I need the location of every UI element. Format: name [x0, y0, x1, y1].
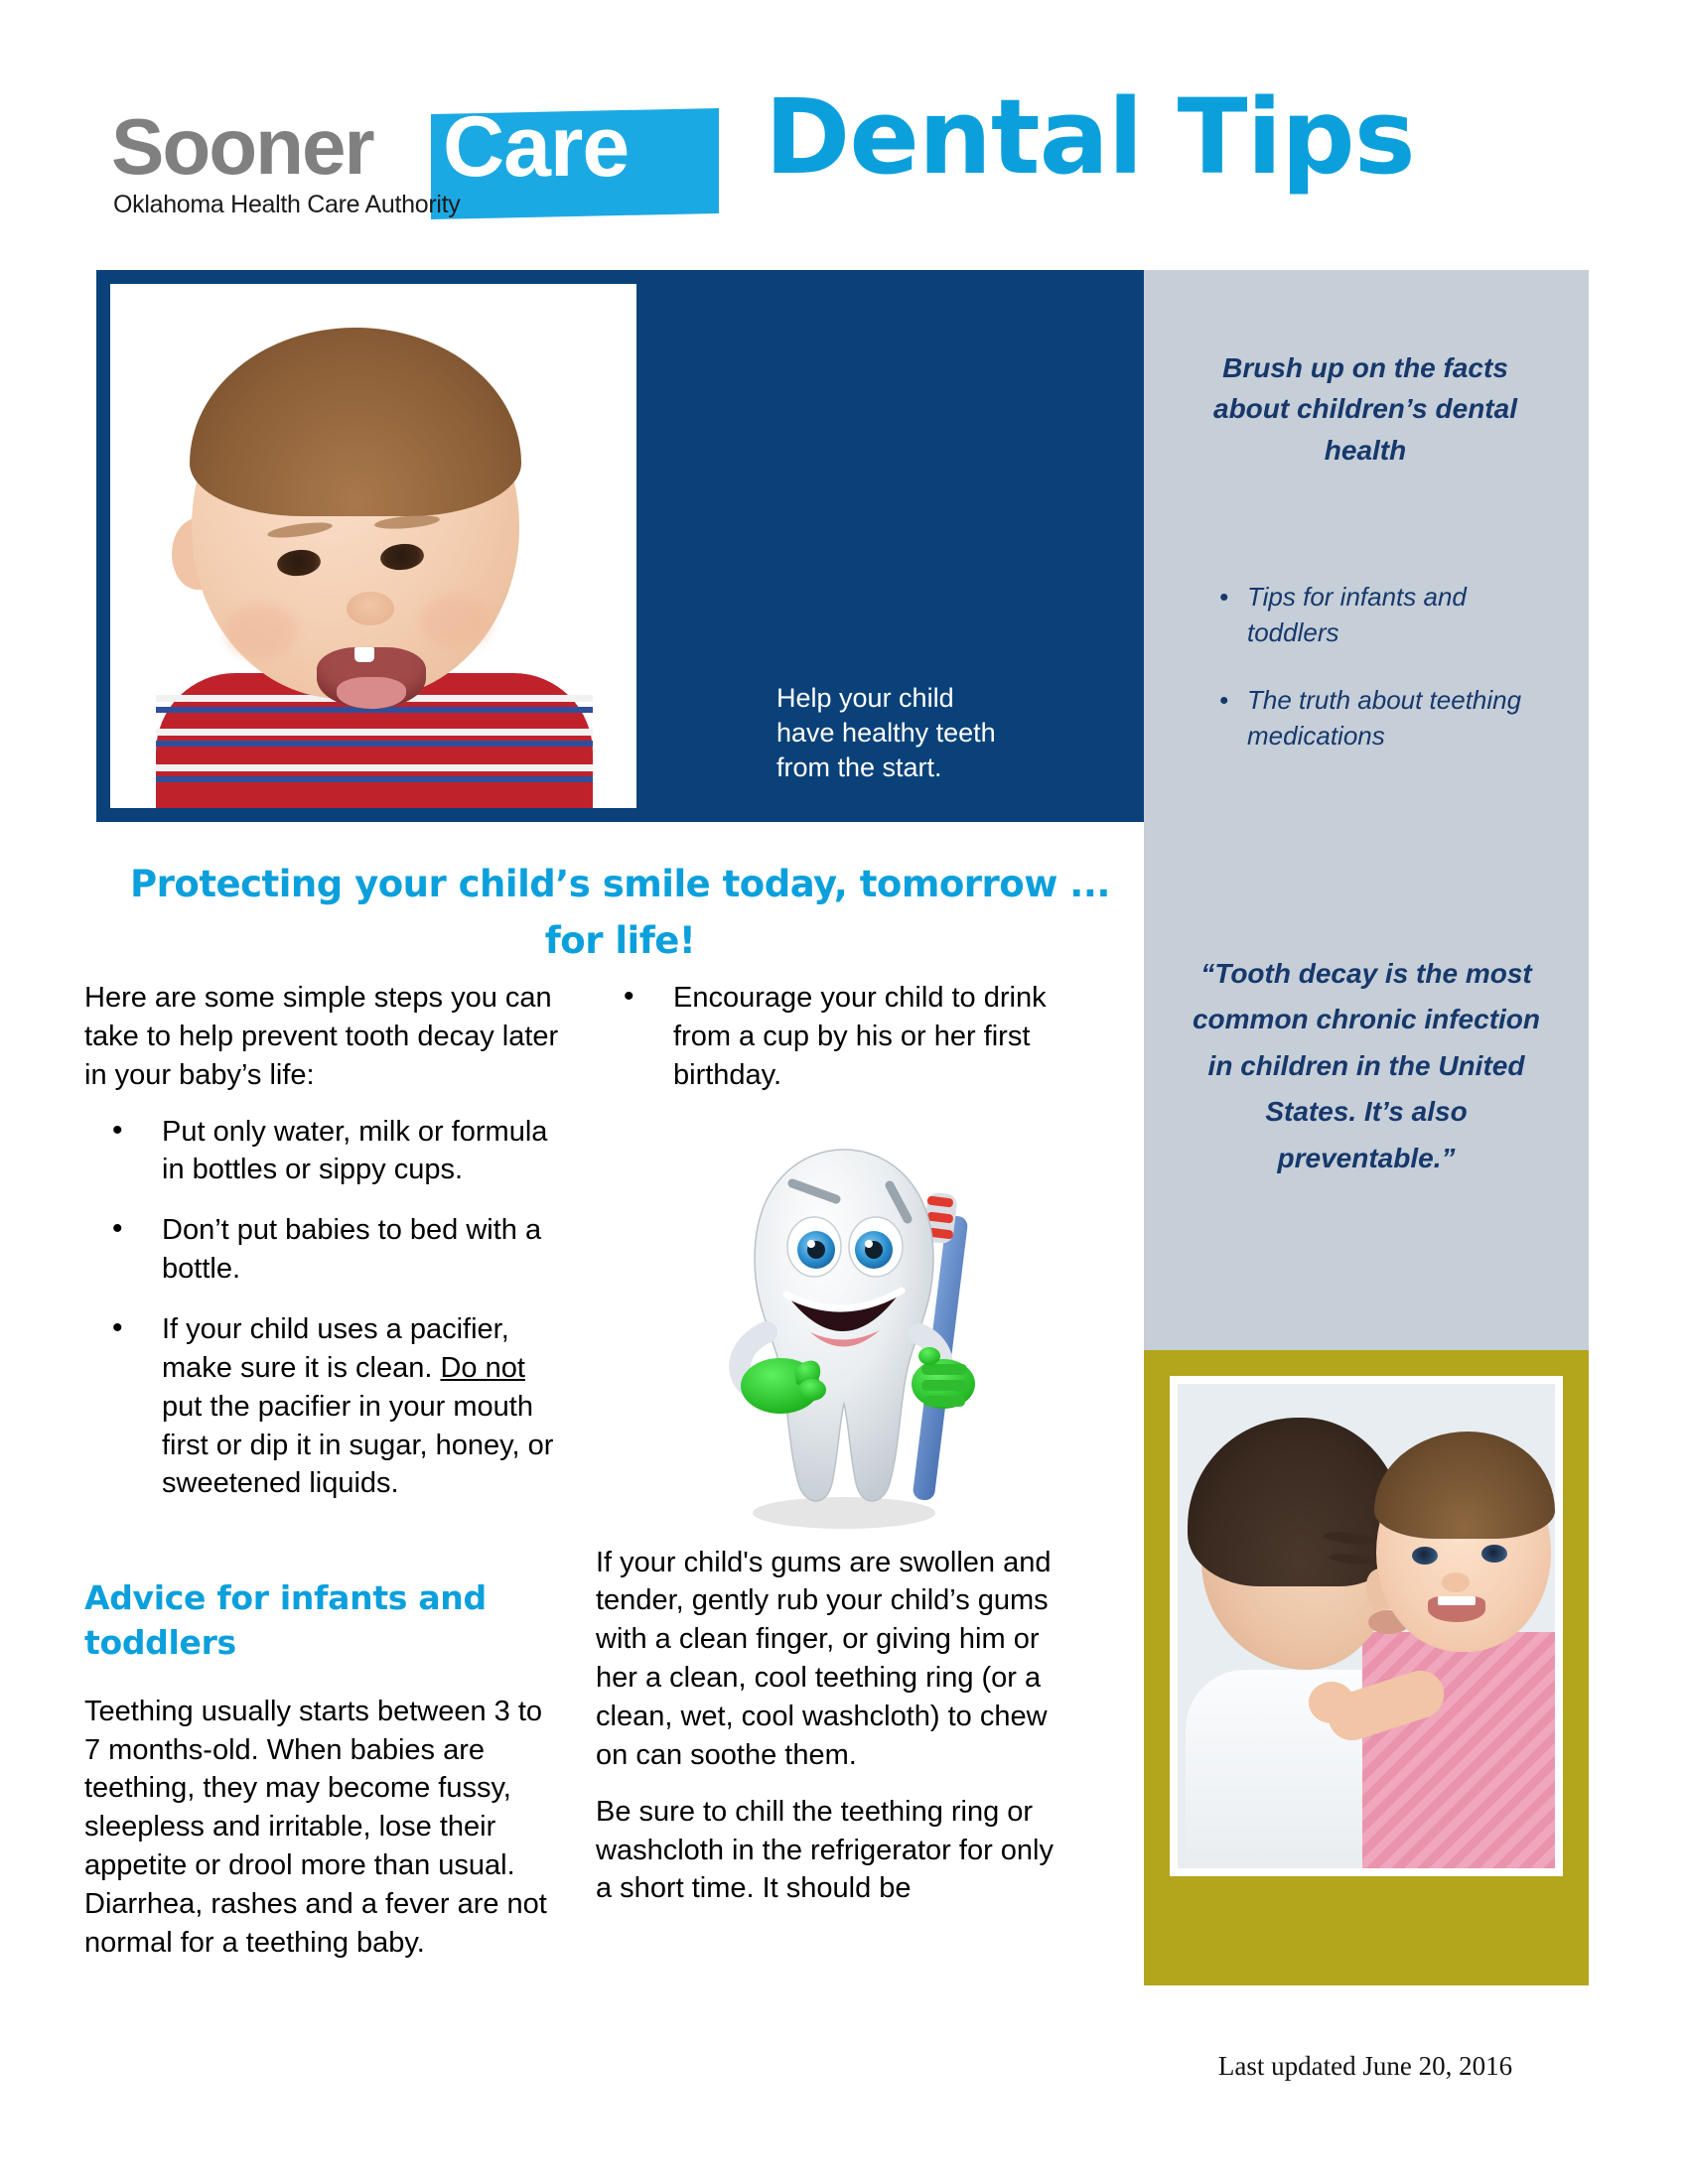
hero-caption: Help your child have healthy teeth from the start.	[776, 683, 996, 783]
tooth-eye-glint-left	[807, 1240, 815, 1248]
bullet-label: Put only water, milk or formula in bottles or sippy cups.	[162, 1115, 548, 1186]
list-item	[1211, 683, 1549, 754]
prevention-bullet-list	[84, 1113, 559, 1504]
baby-nose	[347, 592, 394, 625]
toddler-eye-right	[1481, 1545, 1507, 1563]
list-item	[84, 1310, 559, 1503]
bullet-icon: •	[112, 1311, 123, 1345]
footer-last-updated: Last updated June 20, 2016	[1217, 2051, 1513, 2081]
sidebar-item-label: The truth about teething medications	[1247, 684, 1522, 751]
bullet-icon: •	[112, 1113, 123, 1147]
logo-care-text: Care	[443, 99, 630, 195]
toddler-nose	[1442, 1572, 1470, 1592]
tooth-mascot-svg	[695, 1120, 1033, 1537]
intro-paragraph: Here are some simple steps you can take to help prevent tooth decay later in your baby’s life:	[84, 982, 559, 1091]
baby-hair	[190, 328, 521, 516]
list-item	[84, 1211, 559, 1289]
bullet-label-pacifier	[162, 1313, 553, 1499]
advice-subheading: Advice for infants and toddlers	[84, 1578, 487, 1662]
bullet-icon: •	[1219, 582, 1229, 612]
toddler-dress	[1362, 1632, 1555, 1868]
tooth-mascot-illustration	[695, 1120, 1033, 1537]
teething-paragraph: Teething usually starts between 3 to 7 months-old. When babies are teething, they may become fussy, sleepless and irritable, lose their appetite or drool more than usual. Diarrhea, rashes and a fever are not normal for a teething baby.	[84, 1695, 547, 1959]
bullet-icon: •	[1219, 684, 1229, 715]
page-title: Dental Tips	[765, 76, 1415, 198]
baby-cheek-left	[225, 604, 297, 659]
gums-paragraph: If your child's gums are swollen and tender, gently rub your child’s gums with a clean finger, or giving him or her a clean, cool teething ring (or a clean, wet, cool washcloth) to chew on can soothe them.	[596, 1546, 1052, 1771]
pacifier-text-after: put the pacifier in your mouth first or dip it in sugar, honey, or sweetened liquids.	[162, 1390, 554, 1500]
olive-photo-frame	[1144, 1350, 1589, 1985]
sidebar-panel	[1144, 270, 1589, 1350]
sidebar-bullet-list	[1211, 580, 1549, 786]
baby-tooth	[354, 647, 374, 662]
do-not-emphasis: Do not	[440, 1351, 525, 1384]
baby-illustration	[110, 284, 636, 808]
father-toddler-photo	[1178, 1384, 1555, 1868]
toddler-hand	[1309, 1682, 1354, 1723]
logo-sooner-text: Sooner	[111, 102, 373, 191]
toddler-teeth	[1438, 1596, 1476, 1605]
baby-photo	[110, 284, 636, 808]
soonercare-logo	[111, 99, 717, 226]
chill-paragraph: Be sure to chill the teething ring or washcloth in the refrigerator for only a short time. It should be	[596, 1795, 1054, 1905]
toddler-eye-left	[1412, 1547, 1438, 1565]
cup-bullet-list	[596, 979, 1062, 1095]
list-item	[1211, 580, 1549, 651]
toddler-hair	[1374, 1432, 1555, 1539]
tooth-eye-glint-right	[865, 1240, 873, 1248]
bullet-icon: •	[624, 980, 634, 1013]
sidebar-pull-quote: “Tooth decay is the most common chronic infection in children in the United States. It’s also preventable.”	[1192, 958, 1541, 1173]
sidebar-item-label: Tips for infants and toddlers	[1247, 582, 1467, 647]
olive-photo-mat	[1170, 1376, 1563, 1876]
page-header	[0, 0, 1688, 260]
baby-tongue	[337, 677, 406, 709]
bullet-label: Don’t put babies to bed with a bottle.	[162, 1214, 542, 1286]
hero-navy-panel	[96, 270, 1144, 822]
baby-cheek-right	[420, 594, 492, 649]
list-item	[596, 979, 1062, 1095]
bullet-label: Encourage your child to drink from a cup by his or her first birthday.	[673, 982, 1047, 1091]
logo-subtitle: Oklahoma Health Care Authority	[113, 191, 461, 218]
pacifier-text-before: If your child uses a pacifier, make sure it is clean.	[162, 1313, 509, 1384]
main-headline: Protecting your child’s smile today, tomorrow ... for life!	[130, 863, 1110, 963]
bullet-icon: •	[112, 1212, 123, 1246]
list-item	[84, 1113, 559, 1190]
mascot-shadow	[753, 1497, 935, 1529]
sidebar-heading: Brush up on the facts about children’s dental health	[1213, 352, 1517, 466]
left-column	[84, 979, 559, 1980]
